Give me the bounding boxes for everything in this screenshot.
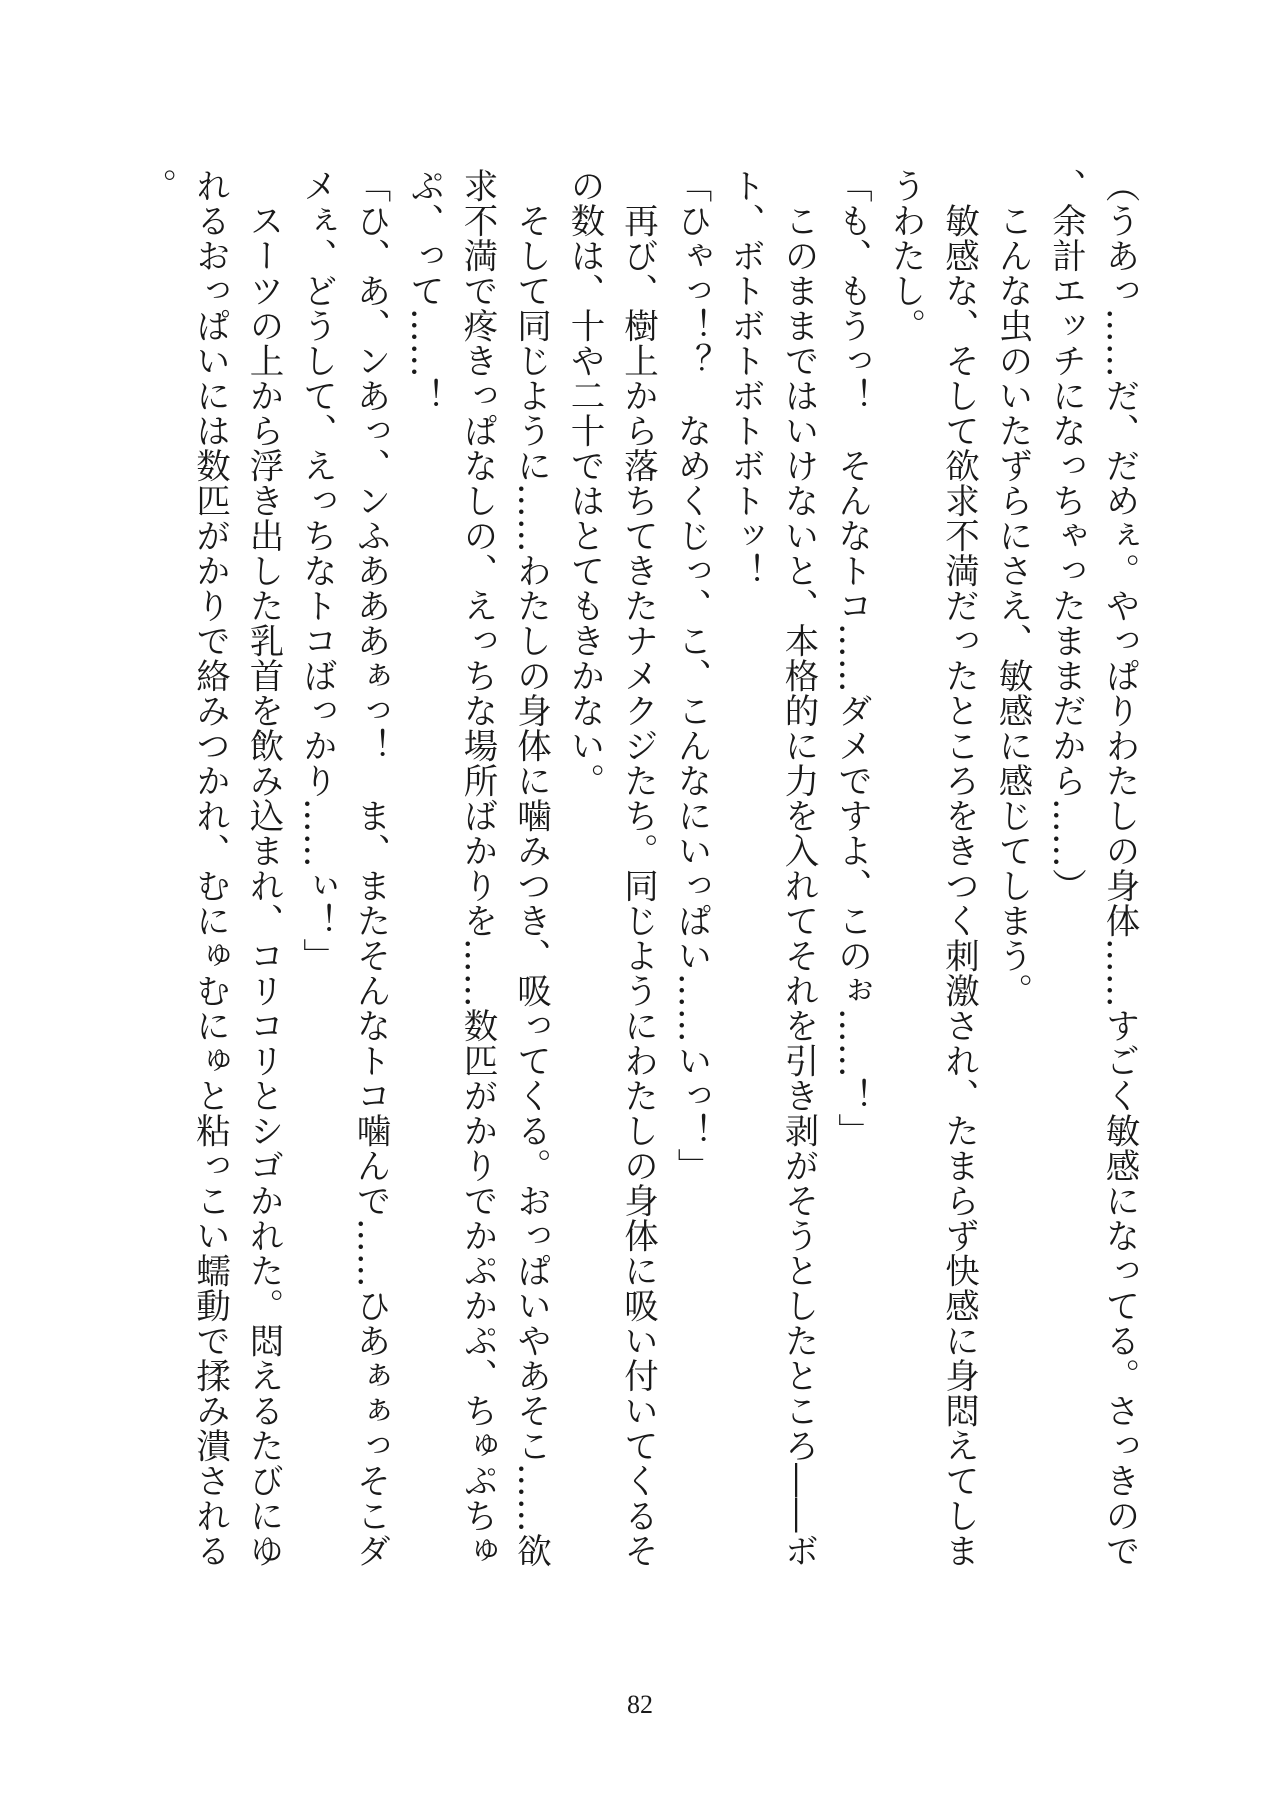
- paragraph: 「ひ、あ、ンあっ、ンふあああぁっ！ ま、またそんなトコ噛んで……ひあぁぁっそこダメぇ、どうして、えっちなトコばっかり……ぃ！」: [296, 168, 390, 1568]
- paragraph: 「ひゃっ！？ なめくじっ、こ、こんなにいっぱい……いっ！」: [671, 168, 711, 1183]
- paragraph: このままではいけないと、本格的に力を入れてそれを引き剥がそうとしたところ――ボト、ボトボトボトボトッ！: [724, 168, 818, 1568]
- page-number: 82: [627, 1690, 653, 1719]
- paragraph: （うあっ……だ、だめぇ。やっぱりわたしの身体……すごく敏感になってる。さっきので、余計エッチになっちゃったままだから……）: [1045, 168, 1139, 1568]
- paragraph: 「も、もうっ！ そんなトコ……ダメですよ、このぉ……！」: [831, 168, 872, 1148]
- paragraph: こんな虫のいたずらにさえ、敏感に感じてしまう。: [992, 168, 1032, 1008]
- novel-text-body: [135, 168, 1145, 1588]
- paragraph: そして同じように……わたしの身体に噛みつき、吸ってくる。おっぱいやあそこ……欲求不満で疼きっぱなしの、えっちな場所ばかりを……数匹がかりでかぷかぷ、ちゅぷちゅぷ、って……！: [403, 168, 551, 1568]
- paragraph: 敏感な、そして欲求不満だったところをきつく刺激され、たまらず快感に身悶えてしまうわたし。: [885, 168, 979, 1568]
- paragraph: 再び、樹上から落ちてきたナメクジたち。同じようにわたしの身体に吸い付いてくるその数は、十や二十ではとてもきかない。: [564, 168, 658, 1568]
- paragraph: スーツの上から浮き出した乳首を飲み込まれ、コリコリとシゴかれた。悶えるたびにゆれるおっぱいには数匹がかりで絡みつかれ、むにゅむにゅと粘っこい蠕動で揉み潰される。: [136, 168, 283, 1568]
